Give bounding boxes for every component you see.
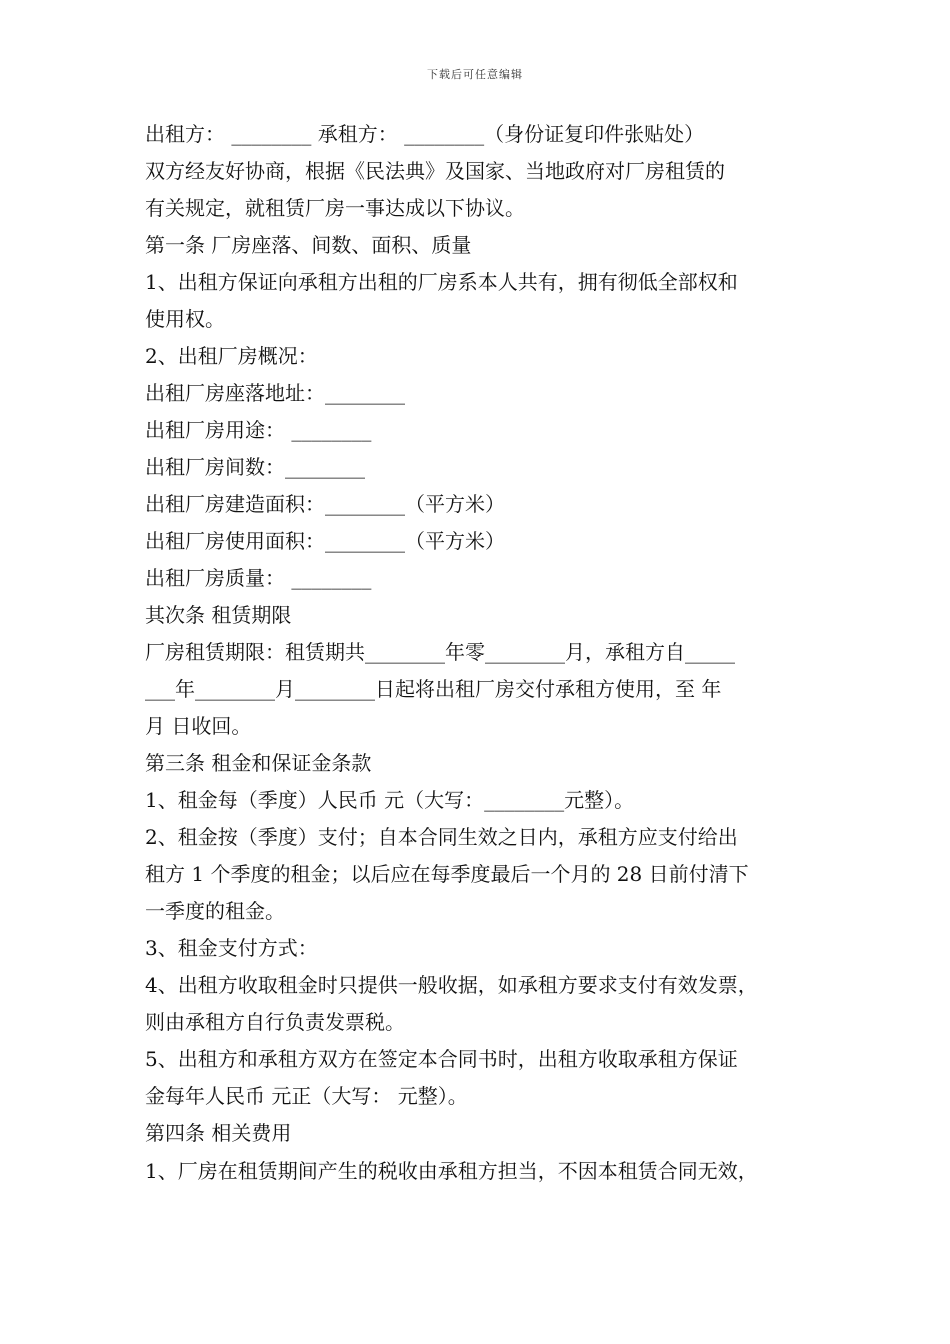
article-4-heading: 第四条 相关费用 bbox=[145, 1121, 292, 1145]
party-line: 出租方： ________ 承租方： ________（身份证复印件张贴处） bbox=[145, 122, 705, 146]
field-address: 出租厂房座落地址：________ bbox=[145, 381, 405, 405]
field-usage: 出租厂房用途： ________ bbox=[145, 418, 372, 442]
article-4-item-1: 1、厂房在租赁期间产生的税收由承租方担当，不因本租赁合同无效， bbox=[145, 1159, 758, 1183]
page-header-note: 下载后可任意编辑 bbox=[427, 68, 523, 81]
article-3-item-2-line-1: 2、租金按（季度）支付；自本合同生效之日内，承租方应支付给出 bbox=[145, 825, 738, 849]
intro-line-2: 有关规定，就租赁厂房一事达成以下协议。 bbox=[145, 196, 525, 220]
article-2-heading: 其次条 租赁期限 bbox=[145, 603, 292, 627]
article-3-item-1: 1、租金每（季度）人民币 元（大写：________元整）。 bbox=[145, 788, 635, 812]
article-3-item-4-line-1: 4、出租方收取租金时只提供一般收据，如承租方要求支付有效发票， bbox=[145, 973, 758, 997]
article-1-heading: 第一条 厂房座落、间数、面积、质量 bbox=[145, 233, 472, 257]
article-1-item-2: 2、出租厂房概况： bbox=[145, 344, 318, 368]
article-3-item-3: 3、租金支付方式： bbox=[145, 936, 318, 960]
article-3-item-5-line-2: 金每年人民币 元正（大写： 元整）。 bbox=[145, 1084, 468, 1108]
field-quality: 出租厂房质量： ________ bbox=[145, 566, 372, 590]
lease-term-line-1: 厂房租赁期限：租赁期共________年零________月，承租方自_____ bbox=[145, 640, 735, 664]
lease-term-line-3: 月 日收回。 bbox=[145, 714, 252, 738]
lease-term-line-2: ___年________月________日起将出租厂房交付承租方使用，至 年 bbox=[145, 677, 722, 701]
article-3-item-2-line-3: 一季度的租金。 bbox=[145, 899, 285, 923]
field-usable-area: 出租厂房使用面积：________（平方米） bbox=[145, 529, 505, 553]
article-3-item-2-line-2: 租方 1 个季度的租金；以后应在每季度最后一个月的 28 日前付清下 bbox=[145, 862, 749, 886]
field-room-count: 出租厂房间数：________ bbox=[145, 455, 365, 479]
contract-body bbox=[145, 116, 813, 1190]
article-3-heading: 第三条 租金和保证金条款 bbox=[145, 751, 372, 775]
field-building-area: 出租厂房建造面积：________（平方米） bbox=[145, 492, 505, 516]
article-1-item-1-line-1: 1、出租方保证向承租方出租的厂房系本人共有，拥有彻低全部权和 bbox=[145, 270, 738, 294]
article-3-item-5-line-1: 5、出租方和承租方双方在签定本合同书时，出租方收取承租方保证 bbox=[145, 1047, 738, 1071]
article-3-item-4-line-2: 则由承租方自行负责发票税。 bbox=[145, 1010, 405, 1034]
article-1-item-1-line-2: 使用权。 bbox=[145, 307, 225, 331]
intro-line-1: 双方经友好协商，根据《民法典》及国家、当地政府对厂房租赁的 bbox=[145, 159, 725, 183]
